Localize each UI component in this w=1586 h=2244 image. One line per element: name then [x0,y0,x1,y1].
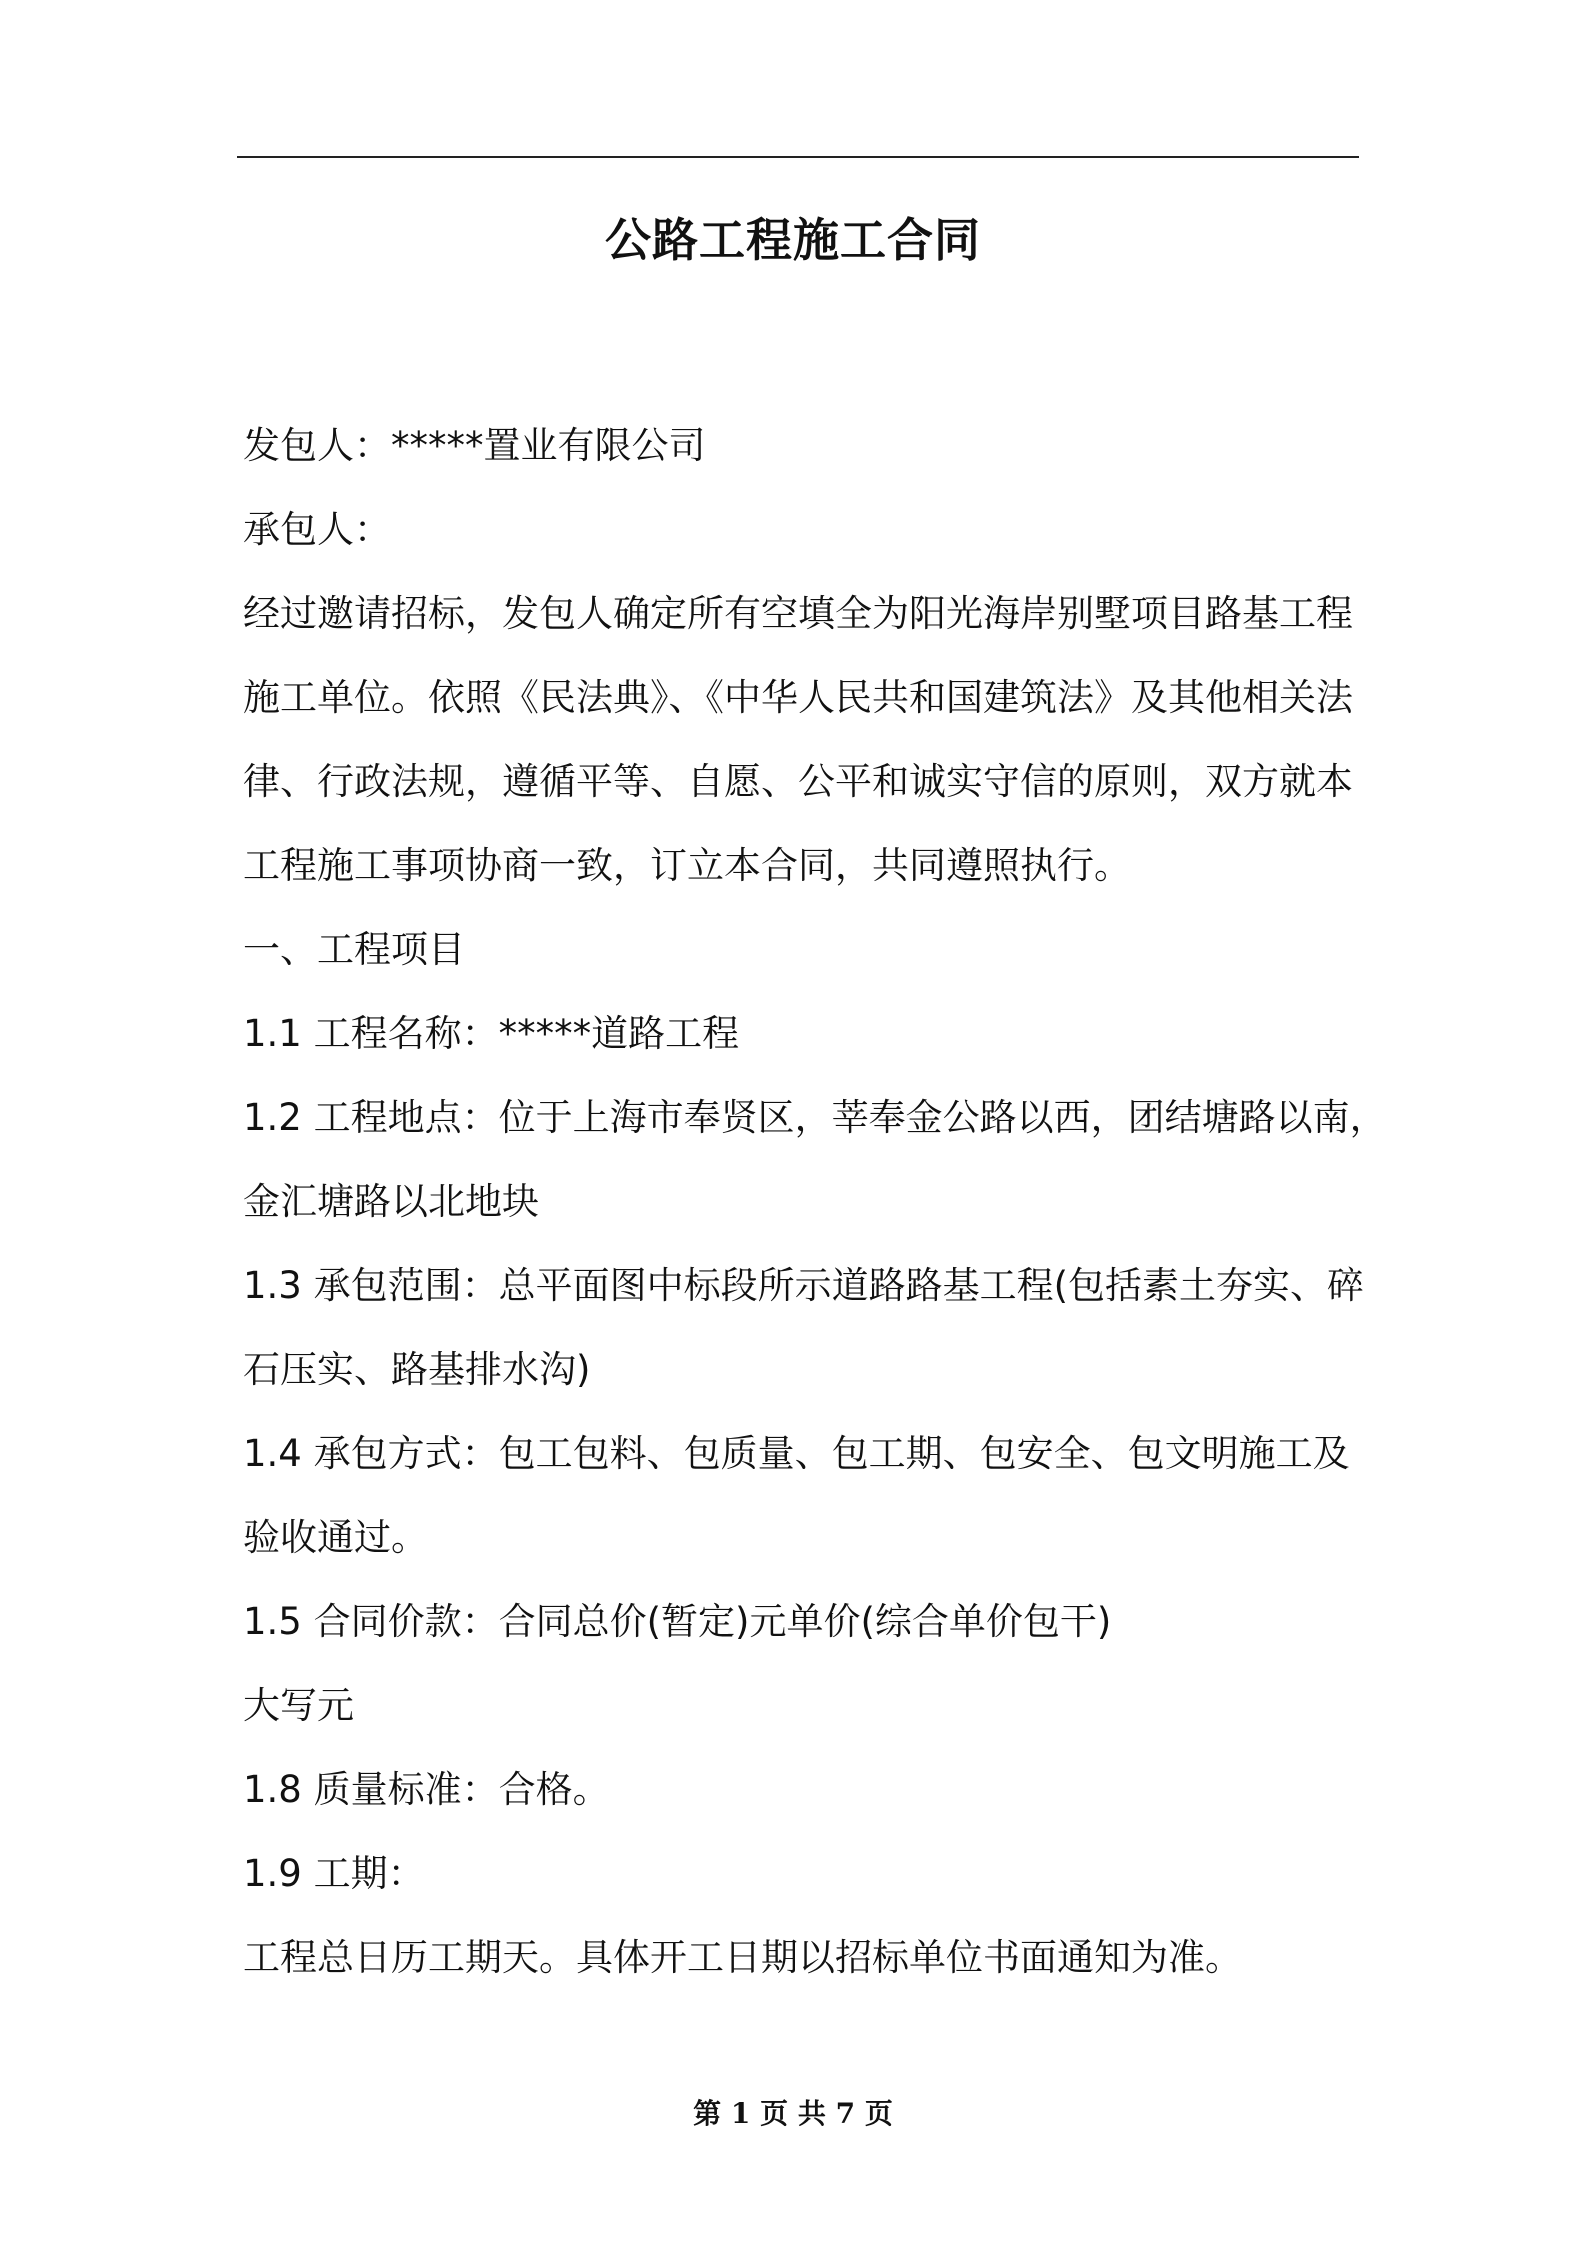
clause-1-2: 1.2 工程地点：位于上海市奉贤区，莘奉金公路以西，团结塘路以南， [243,1096,1387,1139]
section-heading: 一、工程项目 [243,928,465,971]
clause-1-9: 1.9 工期： [243,1852,425,1895]
page-number-footer: 第 1 页 共 7 页 [693,2097,893,2130]
clause-1-4-cont: 验收通过。 [243,1516,428,1559]
clause-1-1: 1.1 工程名称：*****道路工程 [243,1012,740,1055]
intro-line-1: 经过邀请招标，发包人确定所有空填全为阳光海岸别墅项目路基工程 [243,592,1353,635]
clause-1-9-cont: 工程总日历工期天。具体开工日期以招标单位书面通知为准。 [243,1936,1242,1979]
intro-line-2: 施工单位。依照《民法典》、《中华人民共和国建筑法》及其他相关法 [243,676,1353,719]
clause-1-5-cont: 大写元 [243,1684,354,1727]
header-rule [237,156,1359,158]
clause-1-2-cont: 金汇塘路以北地块 [243,1180,539,1223]
employer-line: 发包人：*****置业有限公司 [243,424,706,467]
contractor-line: 承包人： [243,508,391,551]
intro-line-3: 律、行政法规，遵循平等、自愿、公平和诚实守信的原则，双方就本 [243,760,1353,803]
clause-1-3: 1.3 承包范围：总平面图中标段所示道路路基工程(包括素土夯实、碎 [243,1264,1365,1307]
clause-1-5: 1.5 合同价款：合同总价(暂定)元单价(综合单价包干) [243,1600,1112,1643]
intro-line-4: 工程施工事项协商一致，订立本合同，共同遵照执行。 [243,844,1131,887]
clause-1-4: 1.4 承包方式：包工包料、包质量、包工期、包安全、包文明施工及 [243,1432,1350,1475]
document-title: 公路工程施工合同 [605,213,981,267]
clause-1-3-cont: 石压实、路基排水沟) [243,1348,591,1391]
clause-1-8: 1.8 质量标准：合格。 [243,1768,610,1811]
document-body [243,404,1387,2000]
